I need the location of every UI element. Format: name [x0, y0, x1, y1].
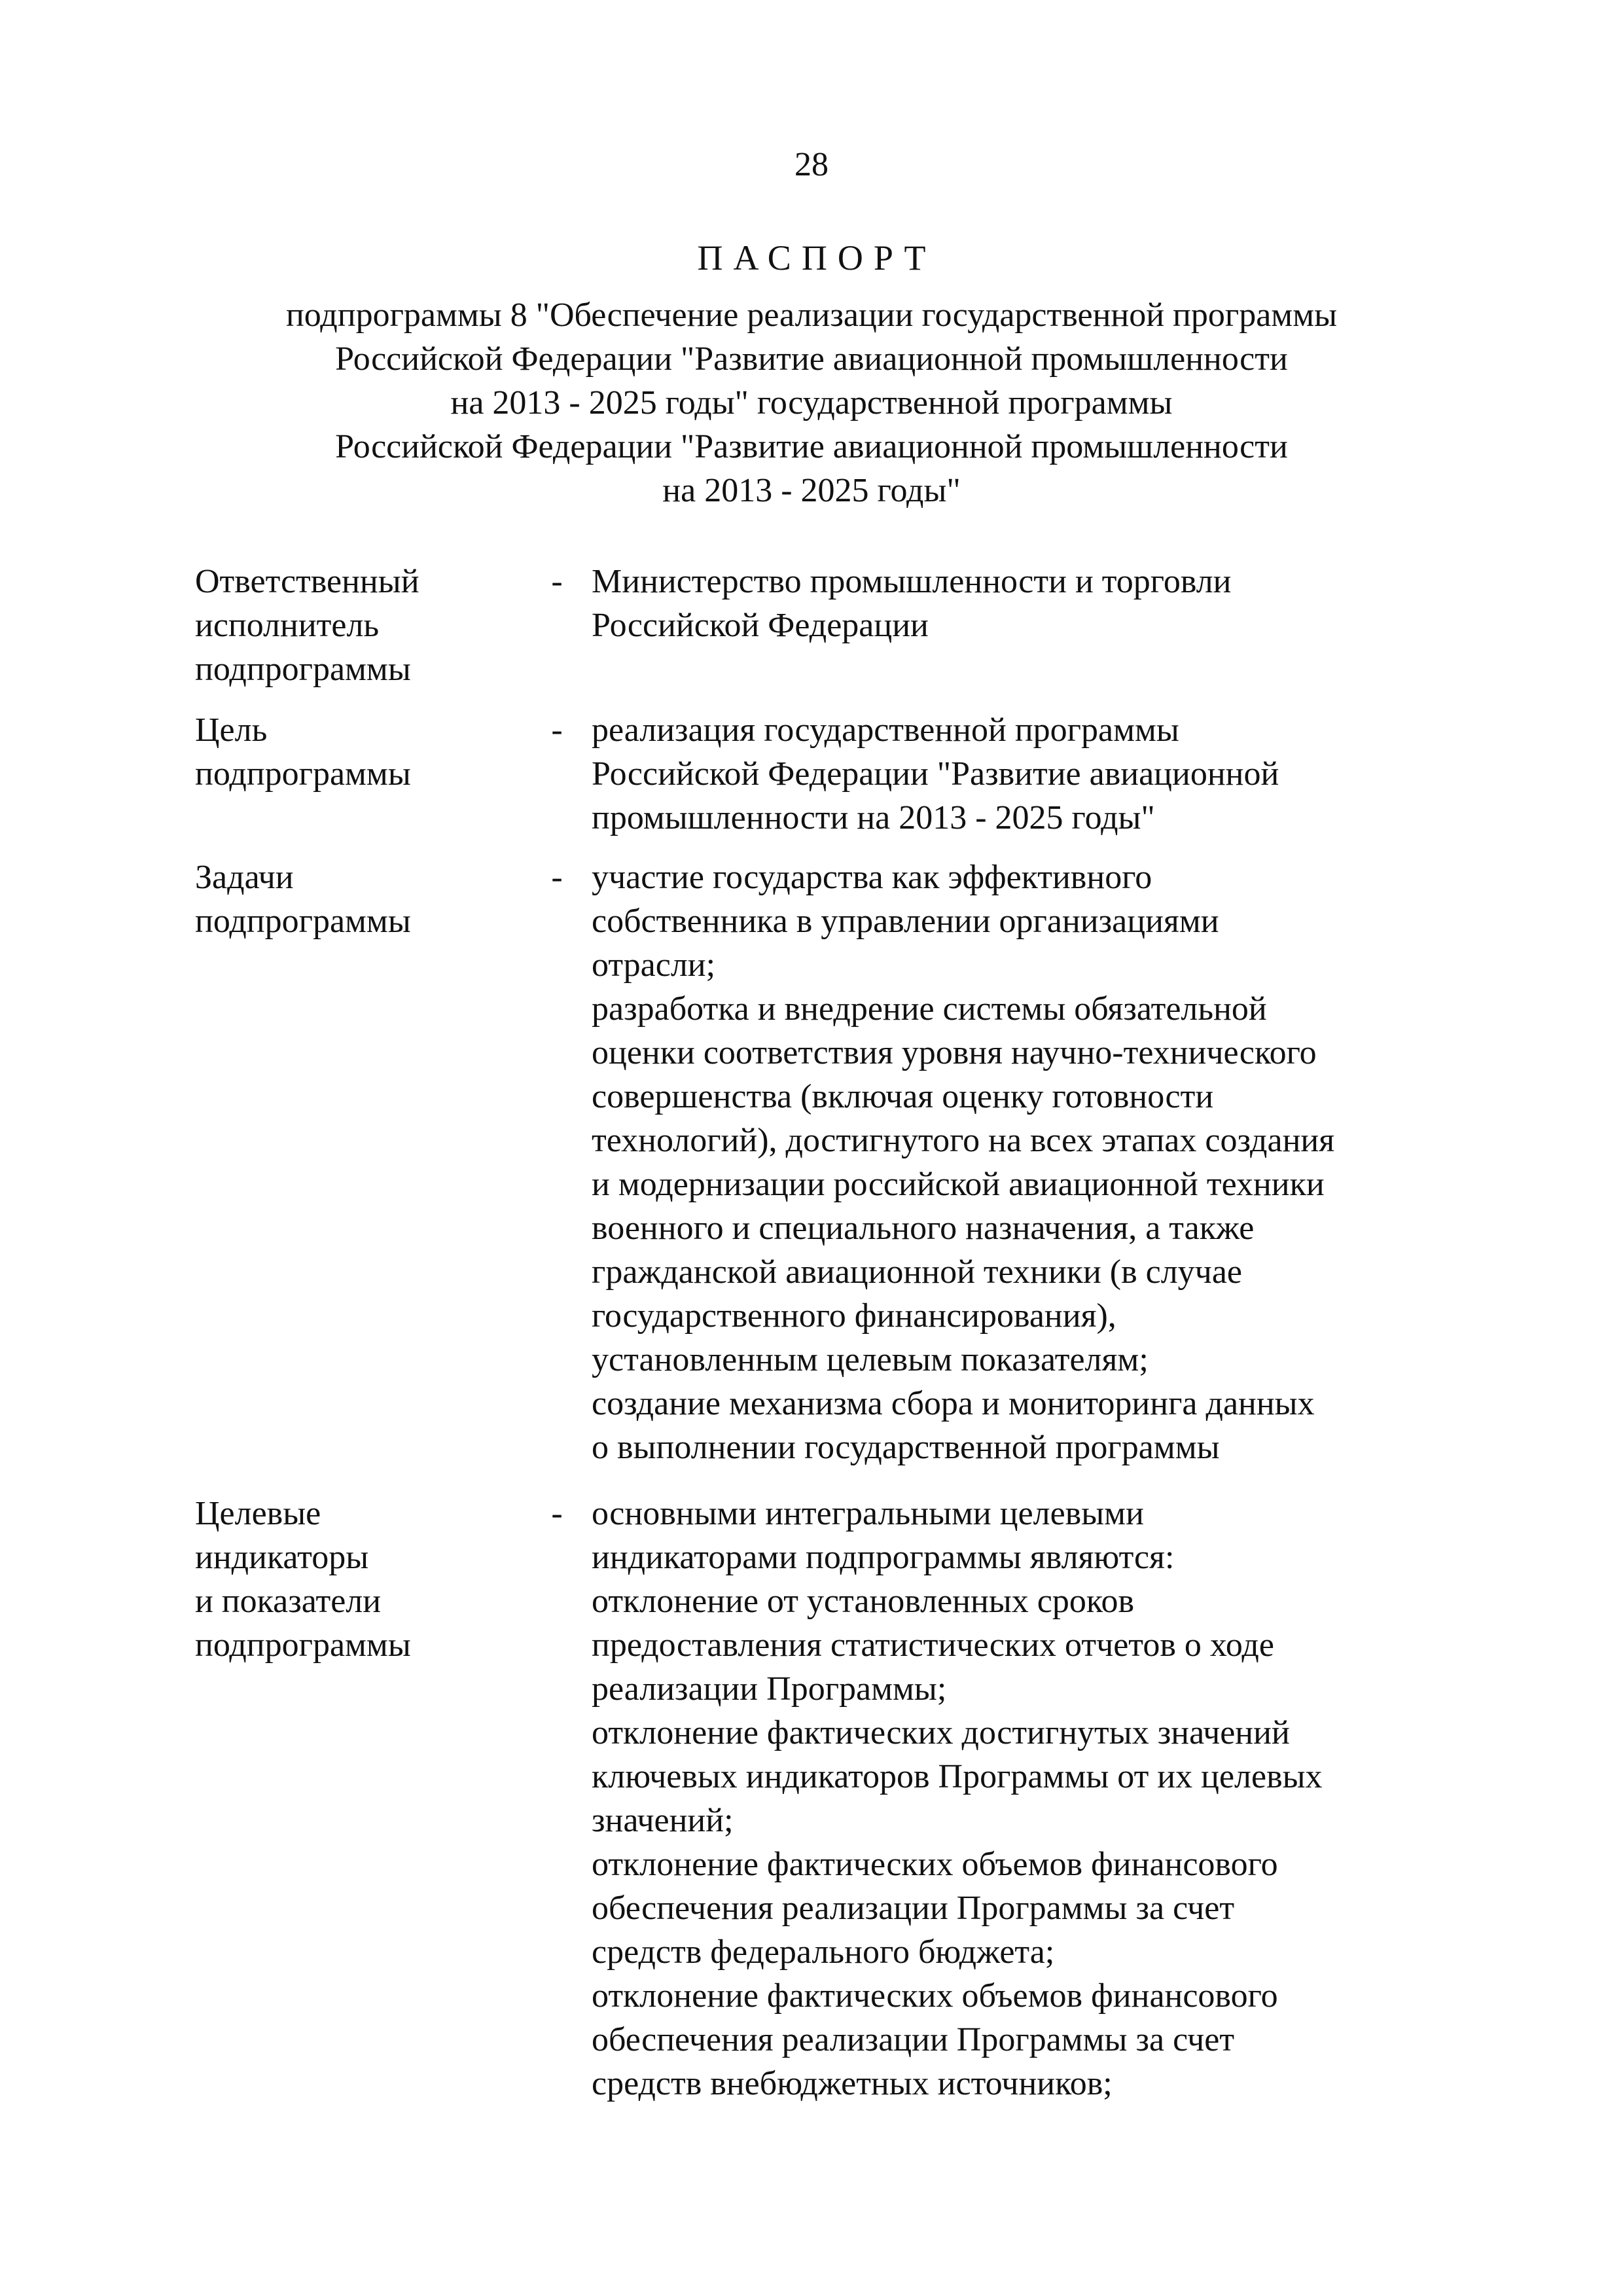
row-value-line: участие государства как эффективного [592, 859, 1152, 896]
row-label-line: Ответственный [195, 563, 419, 600]
subtitle-line: Российской Федерации "Развитие авиационной промышленности [335, 340, 1288, 378]
row-value-line: о выполнении государственной программы [592, 1429, 1220, 1466]
document-title: ПАСПОРТ [697, 238, 936, 278]
row-value-line: Министерство промышленности и торговли [592, 563, 1232, 600]
row-value [592, 560, 1458, 691]
row-value [592, 855, 1458, 1469]
row-label [195, 708, 522, 840]
subtitle-line: на 2013 - 2025 годы" государственной программы [450, 384, 1173, 422]
passport-row-target-indicators [195, 1492, 1458, 2106]
row-value [592, 1492, 1458, 2106]
page-number: 28 [794, 146, 829, 183]
row-value-line: Российской Федерации "Развитие авиационной [592, 755, 1279, 793]
row-label-line: Задачи [195, 859, 294, 896]
row-label [195, 855, 522, 1469]
row-value-line: обеспечения реализации Программы за счет [592, 2021, 1235, 2058]
row-value-line: отклонение от установленных сроков [592, 1583, 1135, 1620]
row-value-line: технологий), достигнутого на всех этапах создания [592, 1122, 1335, 1159]
row-value [592, 708, 1458, 840]
row-label-line: Целевые [195, 1495, 321, 1532]
row-value-line: разработка и внедрение системы обязательной [592, 990, 1267, 1028]
subtitle-line: на 2013 - 2025 годы" [662, 472, 961, 509]
row-value-line: обеспечения реализации Программы за счет [592, 1890, 1235, 1927]
row-value-line: промышленности на 2013 - 2025 годы" [592, 799, 1155, 836]
row-value-line: индикаторами подпрограммы являются: [592, 1539, 1175, 1576]
row-dash: - [551, 859, 563, 896]
row-dash: - [551, 563, 563, 600]
row-value-line: государственного финансирования), [592, 1297, 1116, 1335]
row-label [195, 560, 522, 691]
row-value-line: значений; [592, 1802, 734, 1839]
row-value-line: средств внебюджетных источников; [592, 2065, 1113, 2102]
row-label-line: Цель [195, 711, 268, 749]
subtitle-line: Российской Федерации "Развитие авиационной промышленности [335, 428, 1288, 465]
row-label [195, 1492, 522, 2106]
row-value-line: гражданской авиационной техники (в случае [592, 1253, 1242, 1291]
row-value-line: совершенства (включая оценку готовности [592, 1078, 1214, 1115]
row-label-line: подпрограммы [195, 651, 411, 688]
passport-row-responsible-executor [195, 560, 1458, 691]
row-value-line: установленным целевым показателям; [592, 1341, 1149, 1378]
row-value-line: Российской Федерации [592, 607, 929, 644]
row-value-line: и модернизации российской авиационной техники [592, 1166, 1325, 1203]
row-value-line: военного и специального назначения, а также [592, 1210, 1255, 1247]
row-label-line: подпрограммы [195, 903, 411, 940]
row-value-line: отрасли; [592, 946, 716, 984]
row-value-line: предоставления статистических отчетов о ходе [592, 1626, 1274, 1664]
passport-table [195, 560, 1458, 2106]
row-value-line: средств федерального бюджета; [592, 1933, 1055, 1971]
row-label-line: исполнитель [195, 607, 380, 644]
row-value-line: реализация государственной программы [592, 711, 1179, 749]
row-value-line: ключевых индикаторов Программы от их целевых [592, 1758, 1323, 1795]
row-value-line: отклонение фактических достигнутых значений [592, 1714, 1290, 1751]
row-value-line: основными интегральными целевыми [592, 1495, 1144, 1532]
passport-row-goal [195, 708, 1458, 840]
row-value-line: собственника в управлении организациями [592, 903, 1219, 940]
document-subtitle [124, 293, 1499, 512]
row-value-line: реализации Программы; [592, 1670, 947, 1708]
row-value-line: отклонение фактических объемов финансового [592, 1977, 1278, 2015]
subtitle-line: подпрограммы 8 "Обеспечение реализации государственной программы [285, 296, 1338, 334]
row-label-line: и показатели [195, 1583, 382, 1620]
row-dash: - [551, 711, 563, 749]
row-dash: - [551, 1495, 563, 1532]
row-label-line: подпрограммы [195, 755, 411, 793]
row-value-line: отклонение фактических объемов финансового [592, 1846, 1278, 1883]
row-value-line: создание механизма сбора и мониторинга данных [592, 1385, 1315, 1422]
row-label-line: подпрограммы [195, 1626, 411, 1664]
row-value-line: оценки соответствия уровня научно-технического [592, 1034, 1317, 1071]
row-label-line: индикаторы [195, 1539, 369, 1576]
passport-row-tasks [195, 855, 1458, 1469]
